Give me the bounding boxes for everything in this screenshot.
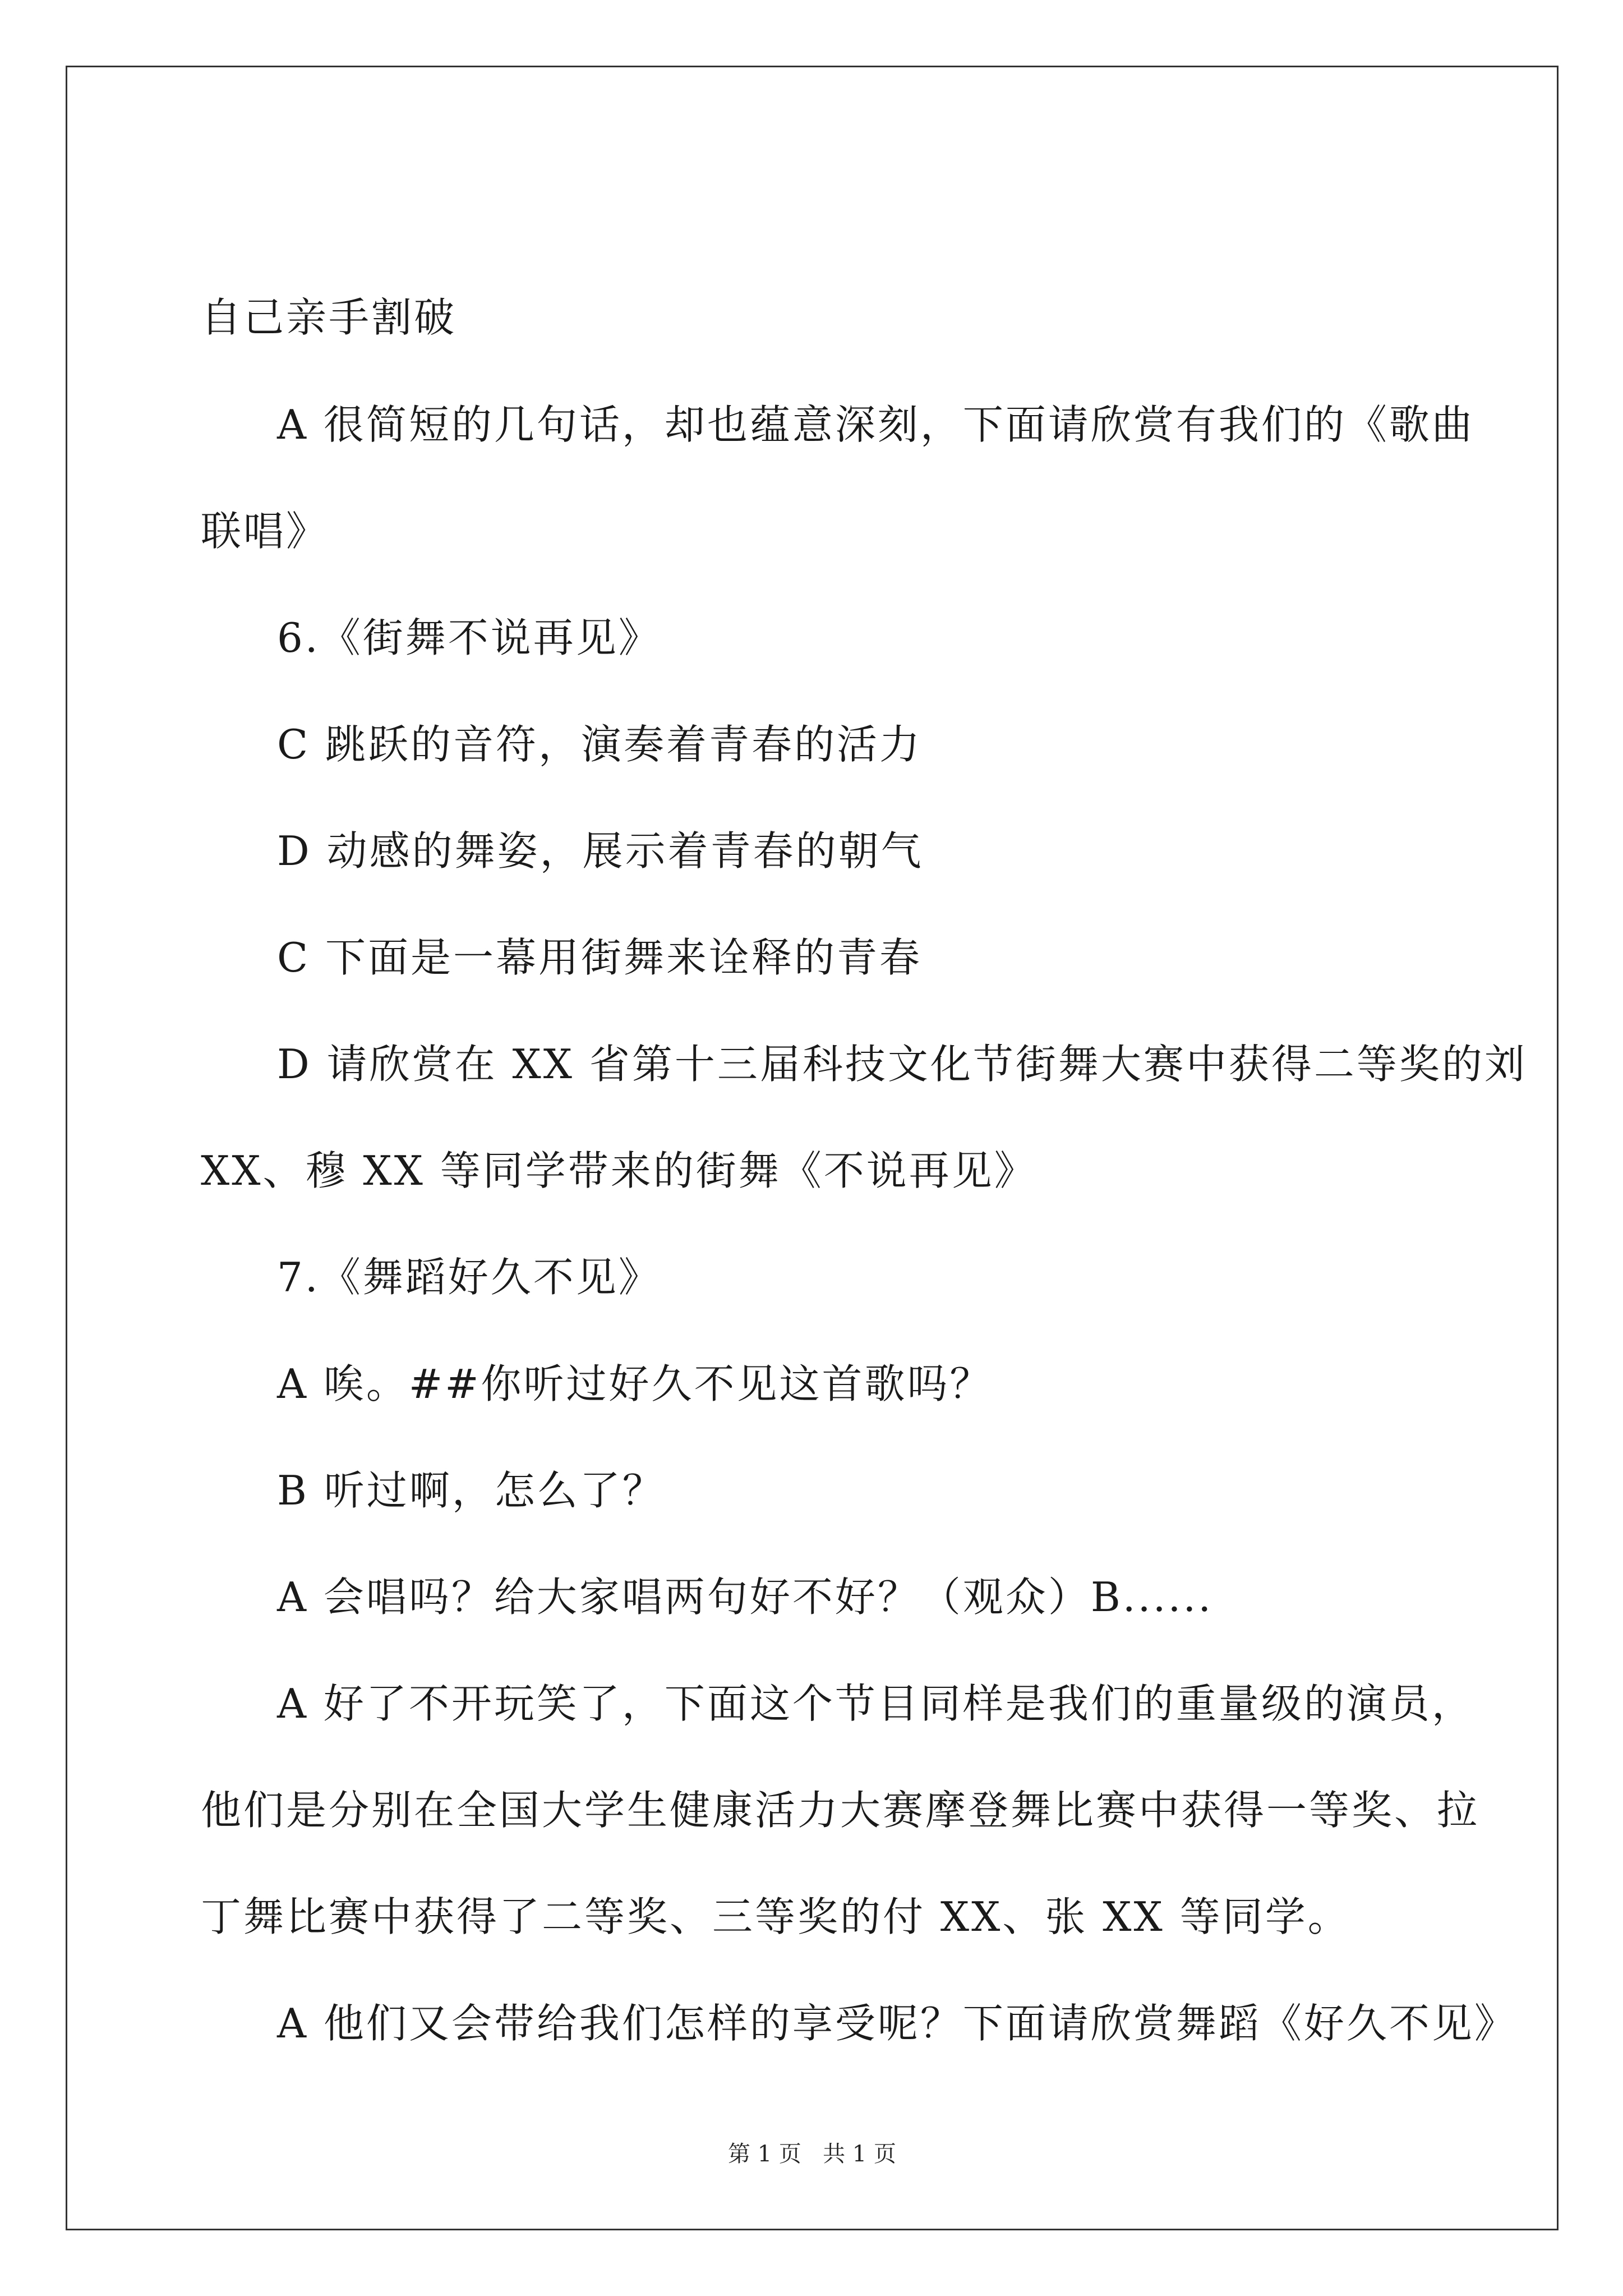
- text-line: XX、穆 XX 等同学带来的街舞《不说再见》: [201, 1147, 1037, 1194]
- text-line: A 好了不开玩笑了，下面这个节目同样是我们的重量级的演员，: [277, 1680, 1474, 1727]
- text-line: D 动感的舞姿，展示着青春的朝气: [277, 827, 924, 875]
- text-line: A 会唱吗？给大家唱两句好不好？（观众）B......: [277, 1573, 1214, 1621]
- page-frame: [66, 66, 1559, 2230]
- text-line: 7.《舞蹈好久不见》: [277, 1254, 661, 1301]
- page-footer: 第 1 页 共 1 页: [728, 2141, 896, 2167]
- text-line: 自己亲手割破: [201, 294, 457, 341]
- text-line: D 请欣赏在 XX 省第十三届科技文化节街舞大赛中获得二等奖的刘: [277, 1041, 1527, 1088]
- text-line: 他们是分别在全国大学生健康活力大赛摩登舞比赛中获得一等奖、拉: [201, 1787, 1480, 1834]
- text-line: C 跳跃的音符，演奏着青春的活力: [277, 721, 922, 768]
- text-line: C 下面是一幕用街舞来诠释的青春: [277, 934, 922, 981]
- text-line: 联唱》: [201, 508, 329, 555]
- text-line: 丁舞比赛中获得了二等奖、三等奖的付 XX、张 XX 等同学。: [201, 1893, 1350, 1940]
- text-line: B 听过啊，怎么了？: [277, 1467, 665, 1514]
- text-line: A 他们又会带给我们怎样的享受呢？下面请欣赏舞蹈《好久不见》: [277, 2000, 1517, 2047]
- text-line: A 唉。##你听过好久不见这首歌吗？: [277, 1360, 993, 1407]
- text-line: 6.《街舞不说再见》: [277, 614, 661, 661]
- text-line: A 很简短的几句话，却也蕴意深刻，下面请欣赏有我们的《歌曲: [277, 401, 1474, 448]
